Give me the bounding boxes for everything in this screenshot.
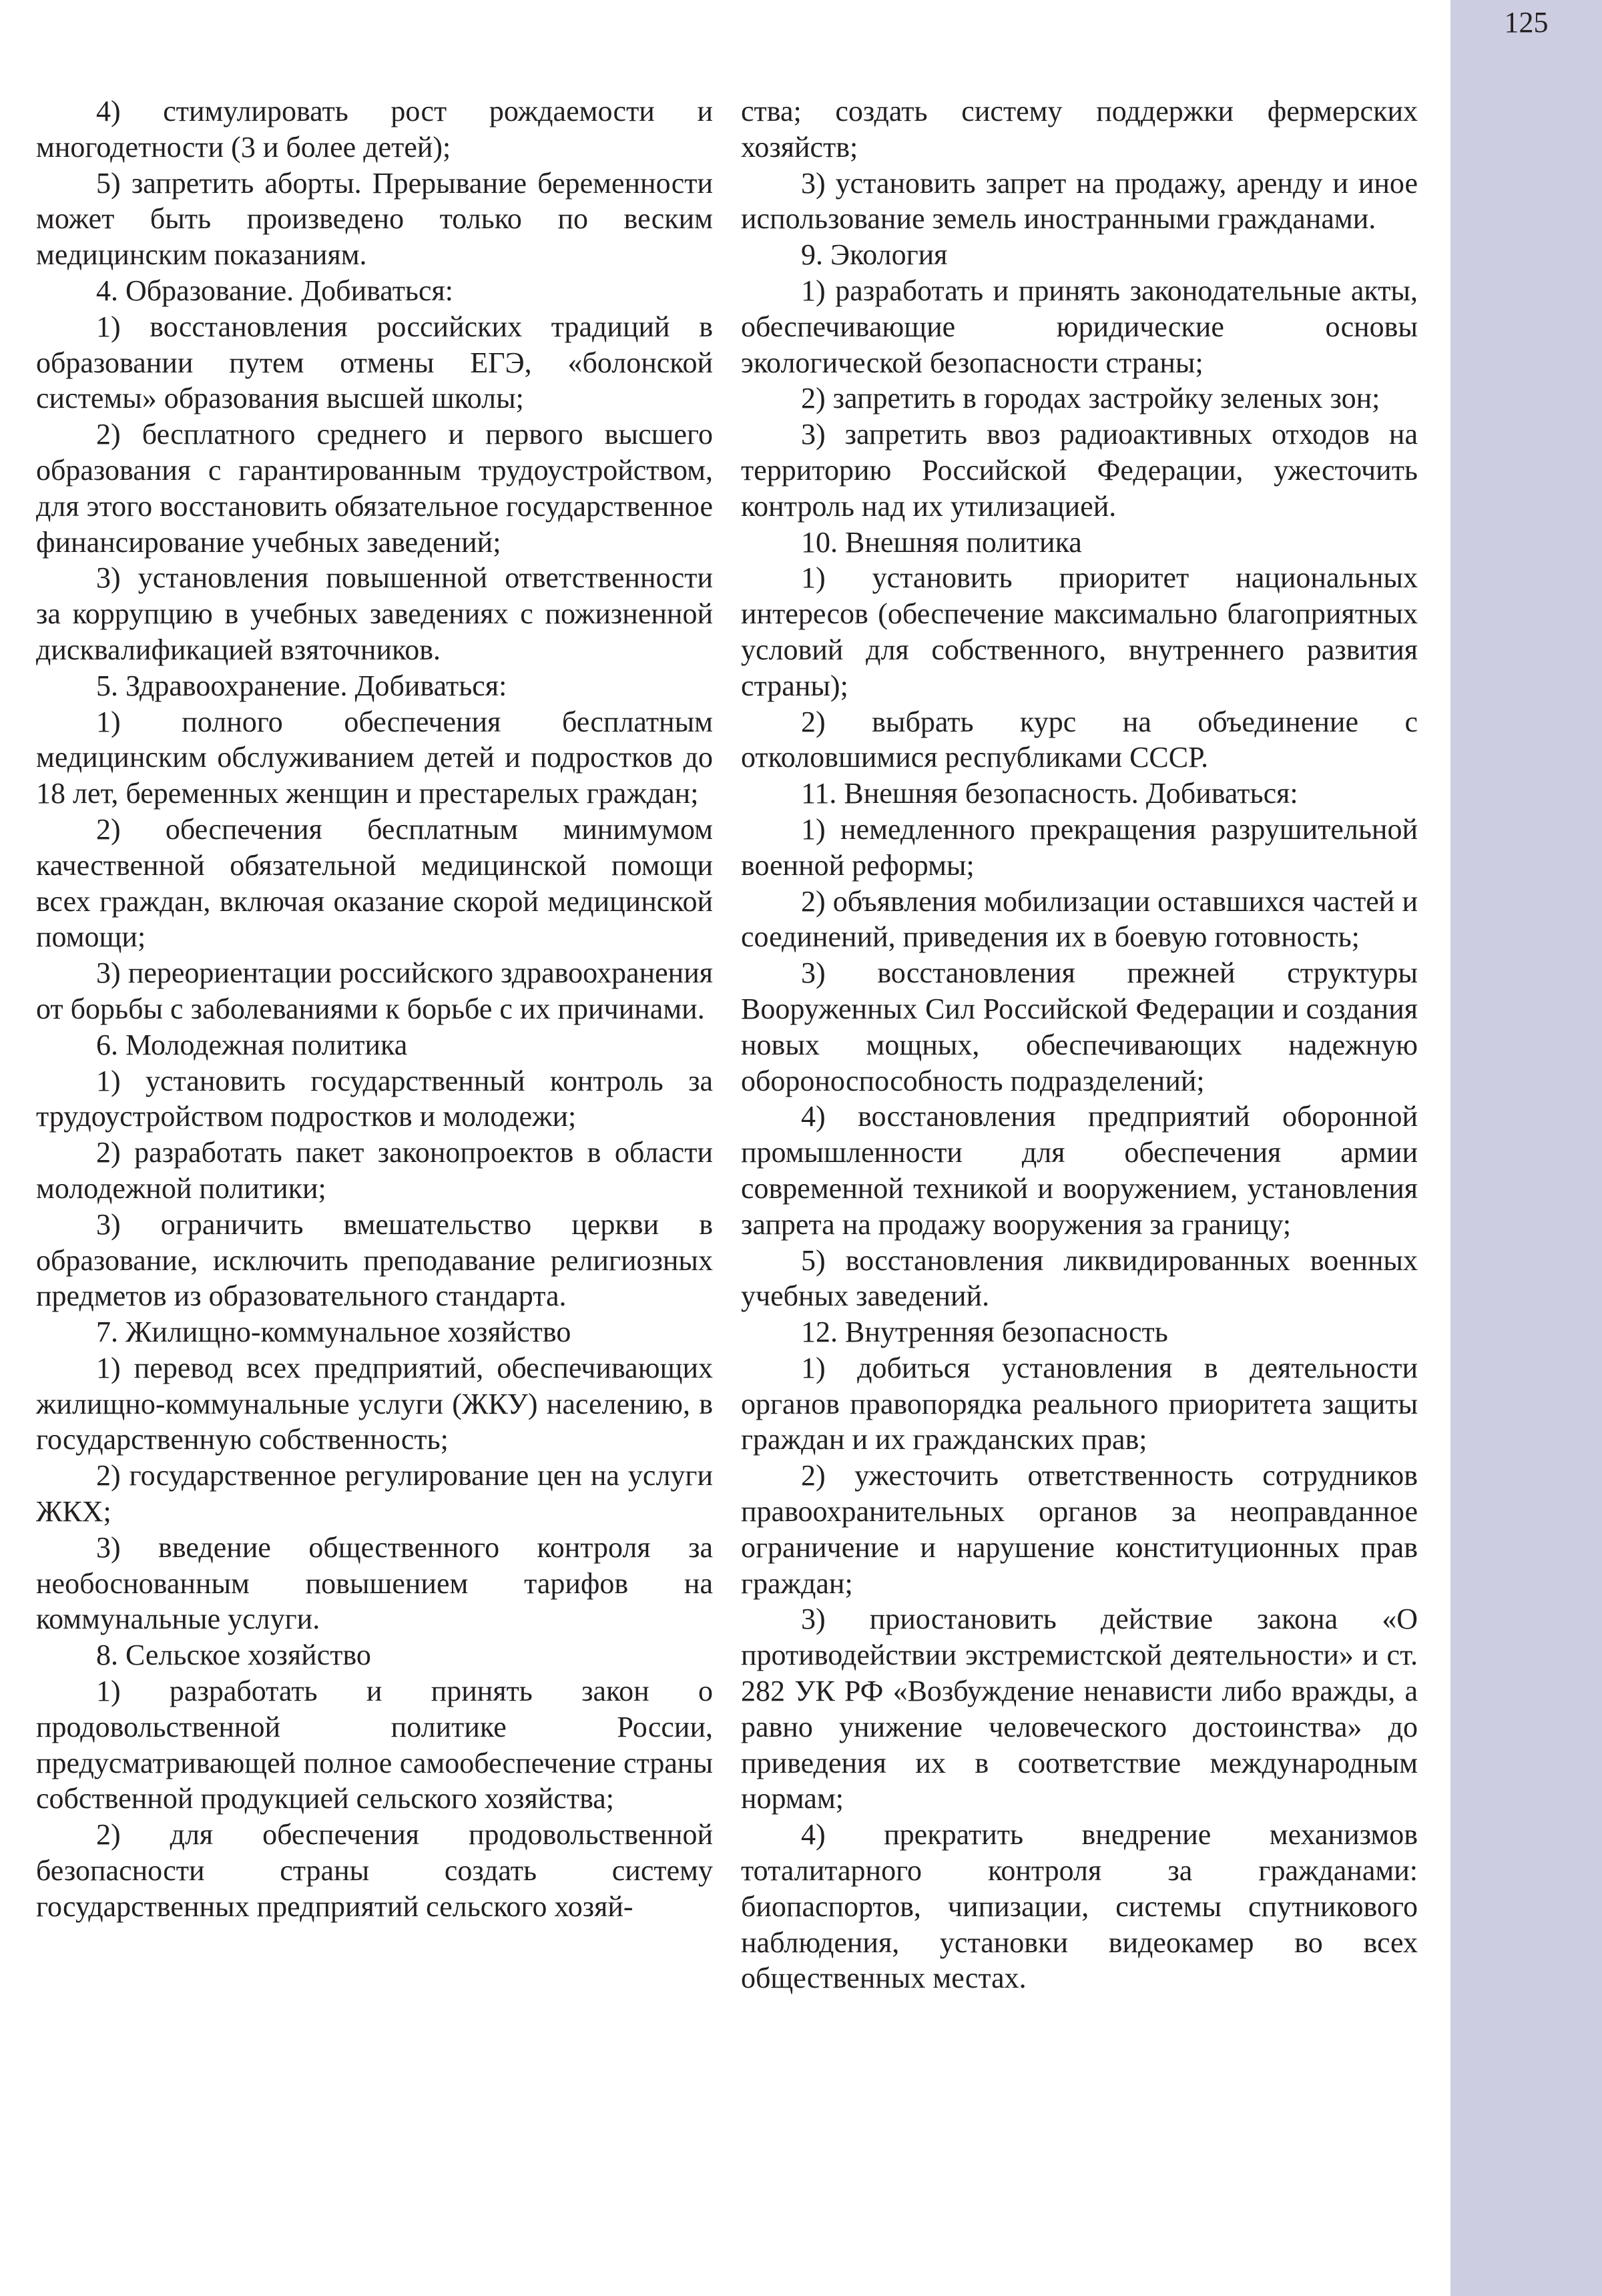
paragraph: 2) разработать пакет законопроектов в области молодежной политики;	[36, 1136, 713, 1205]
paragraph: 6. Молодежная политика	[96, 1028, 408, 1061]
paragraph: 1) установить приоритет национальных интересов (обеспечение максимально благоприятных условий для собственного, внутреннего развития страны);	[741, 561, 1418, 702]
paragraph: 2) запретить в городах застройку зеленых зон;	[801, 382, 1380, 415]
paragraph: 4) прекратить внедрение механизмов тоталитарного контроля за гражданами: биопаспортов, чипизации, системы спутникового наблюдения, установки видеокамер во всех общественных местах.	[741, 1818, 1418, 1995]
paragraph: 1) восстановления российских традиций в образовании путем отмены ЕГЭ, «болонской системы» образования высшей школы;	[36, 310, 713, 415]
paragraph: 1) разработать и принять законодательные акты, обеспечивающие юридические основы экологической безопасности страны;	[741, 274, 1418, 379]
paragraph: 3) установить запрет на продажу, аренду и иное использование земель иностранными гражданами.	[741, 166, 1418, 236]
side-band	[1450, 0, 1602, 2296]
paragraph: 3) установления повышенной ответственности за коррупцию в учебных заведениях с пожизненной дисквалификацией взяточников.	[36, 561, 713, 666]
paragraph: 3) приостановить действие закона «О противодействии экстремистской деятельности» и ст. 282 УК РФ «Возбуждение ненависти либо вражды, а равно унижение человеческого достоинства» до приведения их в соответствие международным нормам;	[741, 1603, 1418, 1815]
paragraph: 1) разработать и принять закон о продовольственной политике России, предусматривающей полное самообеспечение страны собственной продукцией сельского хозяйства;	[36, 1675, 713, 1815]
paragraph: 4) стимулировать рост рождаемости и многодетности (3 и более детей);	[36, 95, 713, 164]
paragraph: 3) восстановления прежней структуры Вооруженных Сил Российской Федерации и создания новых мощных, обеспечивающих надежную обороноспособность подразделений;	[741, 956, 1418, 1097]
left-column	[36, 93, 713, 1925]
paragraph: 2) выбрать курс на объединение с отколовшимися республиками СССР.	[741, 705, 1418, 774]
paragraph: 2) обеспечения бесплатным минимумом качественной обязательной медицинской помощи всех граждан, включая оказание скорой медицинской помощи;	[36, 812, 713, 954]
paragraph: 1) немедленного прекращения разрушительной военной реформы;	[741, 812, 1418, 882]
page-number: 125	[1504, 6, 1549, 39]
paragraph: 2) государственное регулирование цен на услуги ЖКХ;	[36, 1459, 713, 1528]
paragraph: 12. Внутренняя безопасность	[801, 1316, 1168, 1349]
paragraph: 1) установить государственный контроль за трудоустройством подростков и молодежи;	[36, 1064, 713, 1133]
paragraph: 5. Здравоохранение. Добиваться:	[96, 669, 507, 702]
paragraph: 7. Жилищно-коммунальное хозяйство	[96, 1316, 571, 1349]
paragraph: 3) ограничить вмешательство церкви в образование, исключить преподавание религиозных предметов из образовательного стандарта.	[36, 1207, 713, 1313]
paragraph: 1) перевод всех предприятий, обеспечивающих жилищно-коммунальные услуги (ЖКУ) населению, в государственную собственность;	[36, 1351, 713, 1456]
paragraph: ства; создать систему поддержки фермерских хозяйств;	[741, 95, 1418, 164]
paragraph: 1) добиться установления в деятельности органов правопорядка реального приоритета защиты граждан и их гражданских прав;	[741, 1351, 1418, 1456]
paragraph: 3) введение общественного контроля за необоснованным повышением тарифов на коммунальные услуги.	[36, 1530, 713, 1636]
paragraph: 9. Экология	[801, 238, 948, 272]
paragraph: 3) запретить ввоз радиоактивных отходов на территорию Российской Федерации, ужесточить контроль над их утилизацией.	[741, 418, 1418, 523]
paragraph: 2) для обеспечения продовольственной безопасности страны создать систему государственных предприятий сельского хозяй-	[36, 1818, 713, 1923]
paragraph: 3) переориентации российского здравоохранения от борьбы с заболеваниями к борьбе с их причинами.	[36, 956, 713, 1025]
paragraph: 4) восстановления предприятий оборонной промышленности для обеспечения армии современной техникой и вооружением, установления запрета на продажу вооружения за границу;	[741, 1100, 1418, 1241]
paragraph: 2) бесплатного среднего и первого высшего образования с гарантированным трудоустройством, для этого восстановить обязательное государственное финансирование учебных заведений;	[36, 418, 713, 559]
right-column	[741, 93, 1418, 1996]
paragraph: 11. Внешняя безопасность. Добиваться:	[801, 777, 1298, 810]
paragraph: 2) объявления мобилизации оставшихся частей и соединений, приведения их в боевую готовность;	[741, 884, 1418, 954]
paragraph: 1) полного обеспечения бесплатным медицинским обслуживанием детей и подростков до 18 лет, беременных женщин и престарелых граждан;	[36, 705, 713, 810]
paragraph: 2) ужесточить ответственность сотрудников правоохранительных органов за неоправданное ограничение и нарушение конституционных прав граждан;	[741, 1459, 1418, 1600]
paragraph: 8. Сельское хозяйство	[96, 1639, 371, 1672]
paragraph: 4. Образование. Добиваться:	[96, 274, 453, 307]
paragraph: 5) восстановления ликвидированных военных учебных заведений.	[741, 1243, 1418, 1313]
paragraph: 5) запретить аборты. Прерывание беременности может быть произведено только по веским медицинским показаниям.	[36, 166, 713, 272]
paragraph: 10. Внешняя политика	[801, 525, 1082, 559]
